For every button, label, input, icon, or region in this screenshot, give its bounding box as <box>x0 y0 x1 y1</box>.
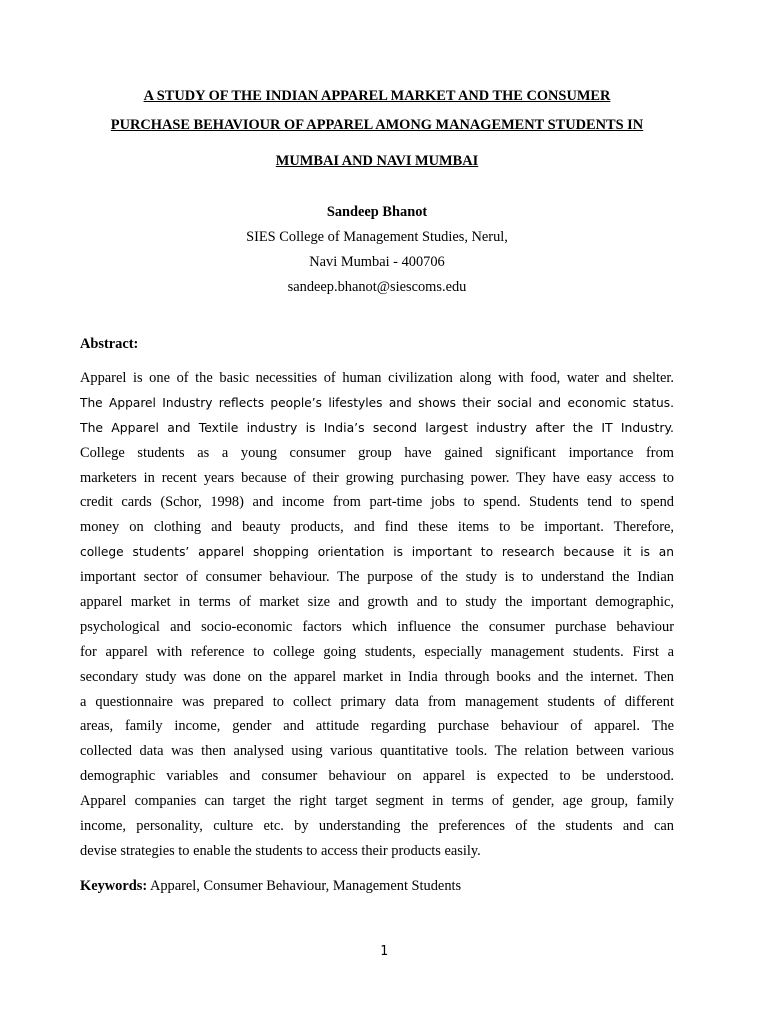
author-affiliation: SIES College of Management Studies, Nerul, <box>246 229 508 245</box>
abstract-line: devise strategies to enable the students to access their products easily. <box>80 842 481 859</box>
abstract-line: for apparel with reference to college going students, especially management students. First a <box>80 643 674 660</box>
abstract-line: demographic variables and consumer behaviour on apparel is expected to be understood. <box>80 768 674 785</box>
keywords-text: Apparel, Consumer Behaviour, Management Students <box>147 878 462 894</box>
abstract-line: college students’ apparel shopping orientation is important to research because it is an <box>80 545 674 560</box>
abstract-line: areas, family income, gender and attitude regarding purchase behaviour of apparel. The <box>80 718 674 735</box>
abstract-line: money on clothing and beauty products, and find these items to be important. Therefore, <box>80 519 674 536</box>
abstract-line: secondary study was done on the apparel market in India through books and the internet. Then <box>80 668 674 685</box>
title-line-1: A STUDY OF THE INDIAN APPAREL MARKET AND THE CONSUMER <box>143 88 611 104</box>
abstract-line: Apparel companies can target the right target segment in terms of gender, age group, family <box>80 793 674 810</box>
abstract-line: The Apparel and Textile industry is India’s second largest industry after the IT Industry. <box>80 419 674 435</box>
title-line-3: MUMBAI AND NAVI MUMBAI <box>275 153 479 169</box>
abstract-line: a questionnaire was prepared to collect primary data from management students of different <box>80 693 674 710</box>
abstract-heading: Abstract: <box>80 336 139 352</box>
abstract-line: apparel market in terms of market size and growth and to study the important demographic, <box>80 594 674 611</box>
abstract-line: College students as a young consumer group have gained significant importance from <box>80 444 674 461</box>
abstract-body <box>80 366 674 864</box>
author-email: sandeep.bhanot@siescoms.edu <box>287 279 467 295</box>
author-block <box>80 200 674 300</box>
page-number: 1 <box>380 944 388 959</box>
abstract-line: marketers in recent years because of their growing purchasing power. They have easy access to <box>80 469 674 486</box>
abstract-line: income, personality, culture etc. by understanding the preferences of the students and can <box>80 818 674 835</box>
abstract-line: The Apparel Industry reflects people’s lifestyles and shows their social and economic status. <box>80 395 674 410</box>
abstract-line: important sector of consumer behaviour. The purpose of the study is to understand the Indian <box>80 569 674 586</box>
abstract-line: Apparel is one of the basic necessities of human civilization along with food, water and shelter. <box>80 370 674 386</box>
abstract-line: psychological and socio-economic factors which influence the consumer purchase behaviour <box>80 618 674 635</box>
title-line-2: PURCHASE BEHAVIOUR OF APPAREL AMONG MANAGEMENT STUDENTS IN <box>110 116 644 133</box>
paper-title <box>80 84 674 174</box>
abstract-line: credit cards (Schor, 1998) and income from part-time jobs to spend. Students tend to spend <box>80 494 674 511</box>
author-name: Sandeep Bhanot <box>326 204 428 220</box>
keywords <box>80 876 461 896</box>
abstract-line: collected data was then analysed using various quantitative tools. The relation between various <box>80 743 674 760</box>
keywords-label: Keywords: <box>80 878 148 894</box>
author-city: Navi Mumbai - 400706 <box>309 254 445 270</box>
